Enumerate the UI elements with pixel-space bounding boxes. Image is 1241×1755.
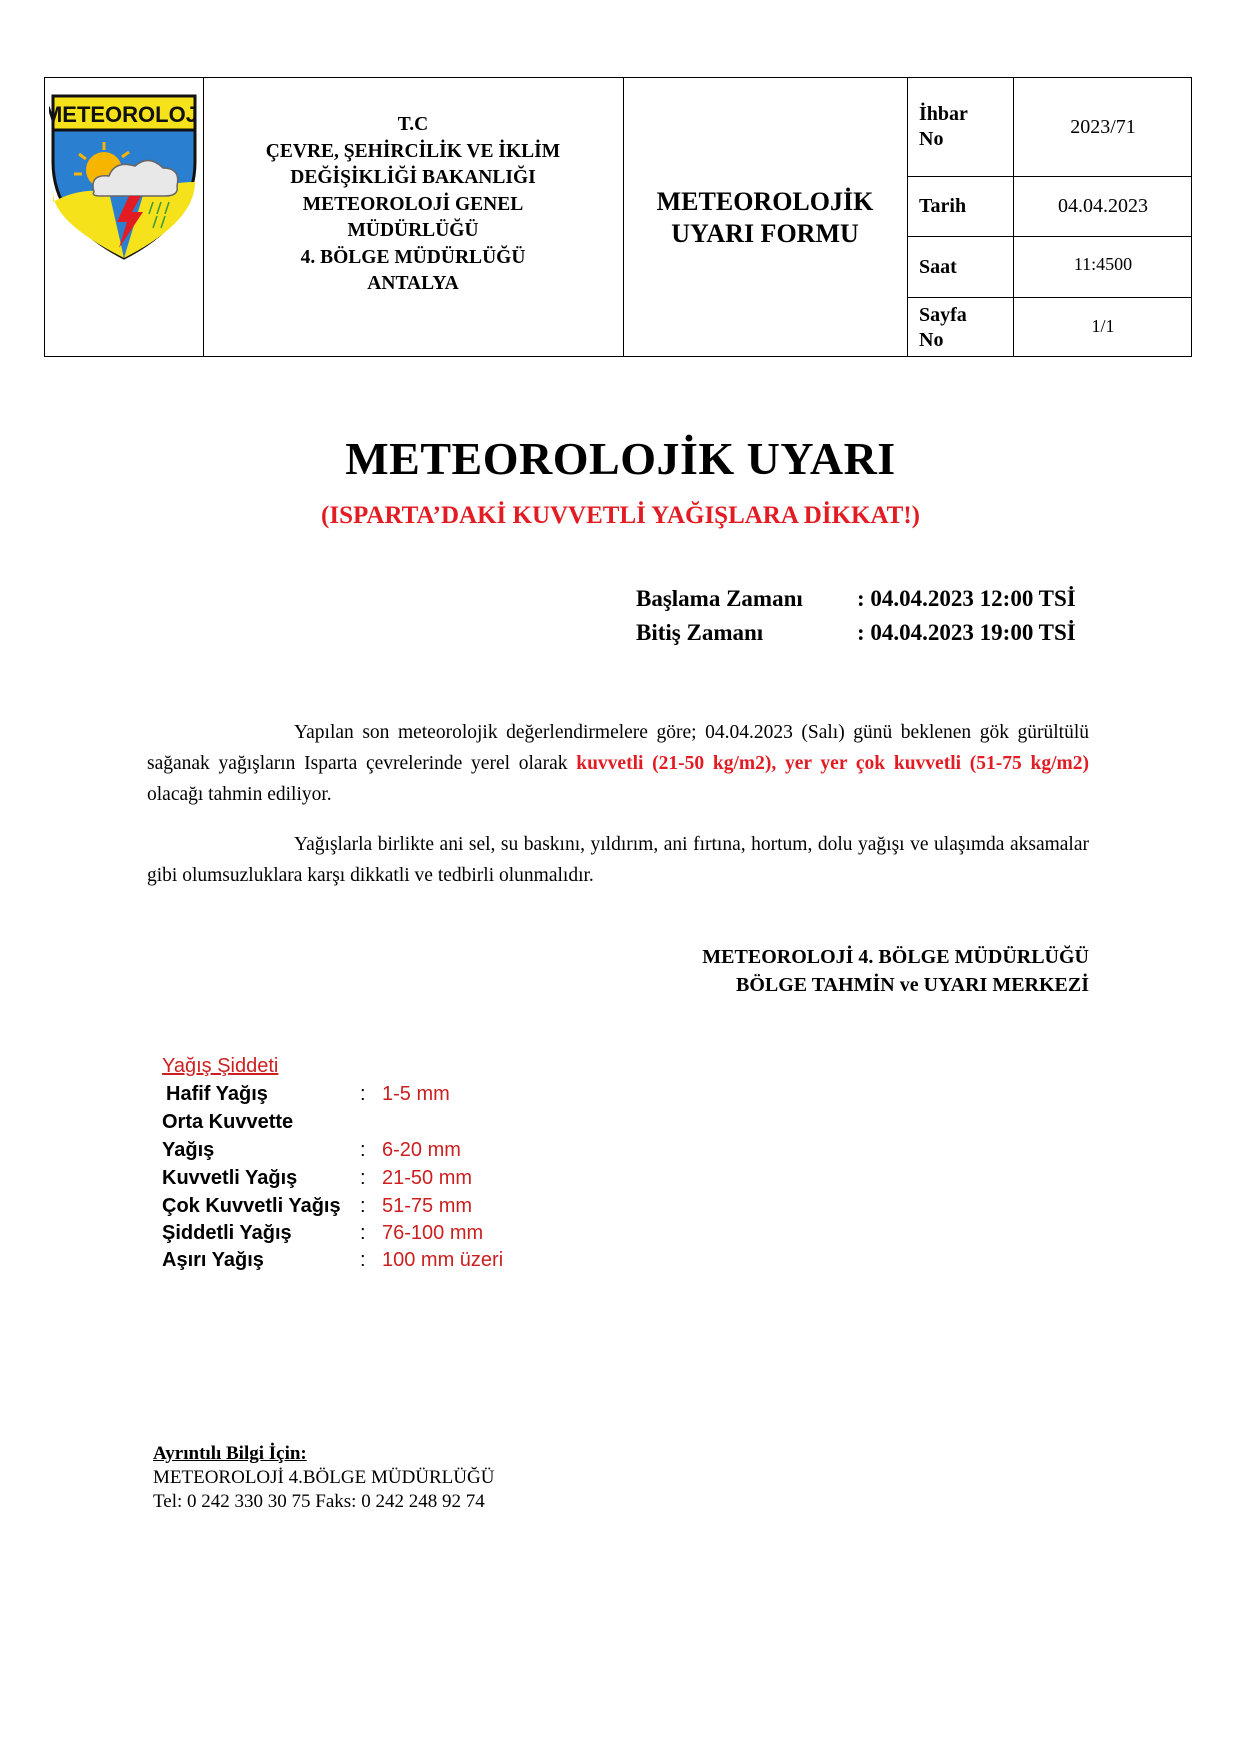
legend-colon: : xyxy=(360,1195,366,1217)
legend-value: 1-5 mm xyxy=(382,1083,450,1105)
saat-label: Saat xyxy=(919,256,957,278)
legend-value: 100 mm üzeri xyxy=(382,1249,504,1271)
tarih-value: 04.04.2023 xyxy=(1058,195,1148,217)
saat-value: 11:4500 xyxy=(1073,254,1133,274)
legend-colon: : xyxy=(360,1249,366,1271)
caution-paragraph: Yağışlarla birlikte ani sel, su baskını, yıldırım, ani fırtına, hortum, dolu yağışı ve ulaşımda aksamalar gibi olumsuzluklara karşı dikkatli ve tedbirli olunmalıdır. xyxy=(147,834,1089,886)
footer-office: METEOROLOJİ 4.BÖLGE MÜDÜRLÜĞÜ xyxy=(153,1467,495,1488)
signature-line: METEOROLOJİ 4. BÖLGE MÜDÜRLÜĞÜ xyxy=(702,946,1089,968)
paragraph-text: olacağı tahmin ediliyor. xyxy=(147,784,332,805)
legend-label: Şiddetli Yağış xyxy=(162,1222,292,1244)
sayfa-label-line: No xyxy=(919,329,944,351)
form-title-line: UYARI FORMU xyxy=(671,219,859,248)
sayfa-value: 1/1 xyxy=(1091,316,1115,336)
legend-label: Kuvvetli Yağış xyxy=(162,1167,298,1189)
header-table xyxy=(44,77,1192,357)
end-time-label: Bitiş Zamanı xyxy=(636,620,764,645)
institution-line: ANTALYA xyxy=(367,273,459,294)
institution-line: ÇEVRE, ŞEHİRCİLİK VE İKLİM xyxy=(265,140,561,162)
institution-line: 4. BÖLGE MÜDÜRLÜĞÜ xyxy=(300,246,526,268)
logo-shield-icon xyxy=(49,92,199,262)
legend-colon: : xyxy=(360,1139,366,1161)
highlighted-amount: kuvvetli (21-50 kg/m2), yer yer çok kuvvetli (51-75 kg/m2) xyxy=(576,753,1089,774)
end-time-value: : 04.04.2023 19:00 TSİ xyxy=(857,620,1076,645)
start-time-value: : 04.04.2023 12:00 TSİ xyxy=(857,586,1076,611)
legend-label: Orta Kuvvette xyxy=(162,1111,294,1133)
legend-value: 21-50 mm xyxy=(382,1167,473,1189)
legend-value: 76-100 mm xyxy=(382,1222,484,1244)
ihbar-value: 2023/71 xyxy=(1070,116,1136,138)
paragraph-text: Yapılan son meteorolojik değerlendirmelere göre; 04.04.2023 (Salı) günü beklenen gök gürültülü sağanak yağışların Isparta çevrelerinde yerel olarak xyxy=(147,722,1089,774)
legend-label: Hafif Yağış xyxy=(166,1083,268,1105)
ihbar-label-line: İhbar xyxy=(919,103,968,125)
table-divider xyxy=(907,297,1191,298)
legend-title: Yağış Şiddeti xyxy=(162,1055,279,1077)
form-title-line: METEOROLOJİK xyxy=(656,187,874,216)
legend-value: 6-20 mm xyxy=(382,1139,461,1161)
institution-line: DEĞİŞİKLİĞİ BAKANLIĞI xyxy=(290,167,536,188)
page-title: METEOROLOJİK UYARI xyxy=(345,433,896,484)
legend-label: Çok Kuvvetli Yağış xyxy=(162,1195,341,1217)
table-divider xyxy=(907,78,908,356)
sayfa-label xyxy=(919,303,967,353)
ihbar-label-line: No xyxy=(919,128,944,150)
legend-colon: : xyxy=(360,1222,366,1244)
institution-line: METEOROLOJİ GENEL xyxy=(302,193,524,215)
forecast-paragraph xyxy=(147,717,1089,810)
sayfa-label-line: Sayfa xyxy=(919,304,967,326)
footer-heading: Ayrıntılı Bilgi İçin: xyxy=(153,1443,307,1464)
start-time-label: Başlama Zamanı xyxy=(636,586,803,611)
legend-colon: : xyxy=(360,1083,366,1105)
footer-contact: Tel: 0 242 330 30 75 Faks: 0 242 248 92 74 xyxy=(153,1491,485,1512)
form-title xyxy=(623,186,907,250)
ihbar-label xyxy=(919,102,968,152)
institution-line: MÜDÜRLÜĞÜ xyxy=(347,220,479,241)
signature-block xyxy=(702,943,1089,999)
signature-line: BÖLGE TAHMİN ve UYARI MERKEZİ xyxy=(735,974,1089,996)
institution-line: T.C xyxy=(397,114,429,135)
warning-subtitle: (ISPARTA’DAKİ KUVVETLİ YAĞIŞLARA DİKKAT!) xyxy=(321,502,920,529)
legend-label: Aşırı Yağış xyxy=(162,1249,264,1271)
table-divider xyxy=(907,236,1191,237)
legend-value: 51-75 mm xyxy=(382,1195,473,1217)
tarih-label: Tarih xyxy=(919,195,967,217)
table-divider xyxy=(907,176,1191,177)
logo-text: METEOROLOJİ xyxy=(49,102,199,127)
legend-label: Yağış xyxy=(162,1139,215,1161)
meteoroloji-logo xyxy=(49,92,199,262)
institution-block xyxy=(203,112,623,298)
legend-colon: : xyxy=(360,1167,366,1189)
